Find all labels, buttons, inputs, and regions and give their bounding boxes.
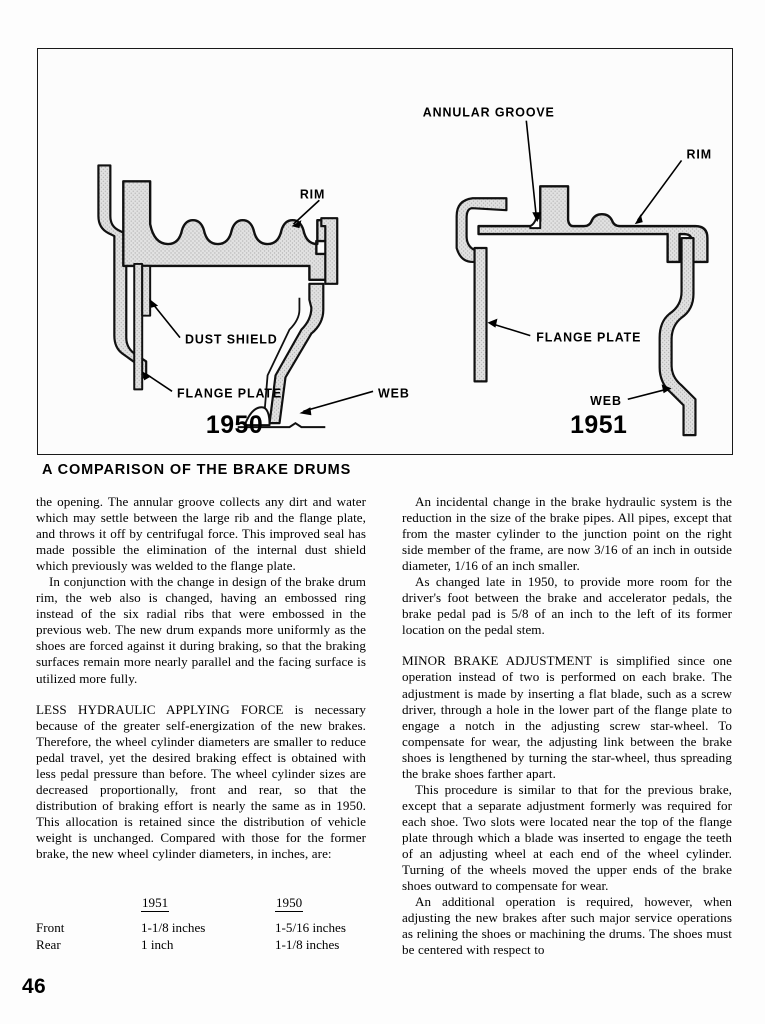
paragraph: As changed late in 1950, to provide more room for the driver's foot between the brake and accelerator pedals, the brake pedal pad is 5/8 of an inch to the left of its former location on the pedal stem.	[402, 574, 732, 638]
arrowhead-1950-web	[299, 407, 311, 415]
leader-1951-flange-plate	[491, 324, 530, 336]
shape-1951-annular-groove	[530, 218, 540, 228]
diagram-1951	[423, 106, 712, 439]
table-cell-1951: 1 inch	[141, 937, 174, 952]
paragraph: This procedure is similar to that for the previous brake, except that a separate adjustment formerly was required for each shoe. Two slots were located near the top of the flange plate through which a blade was inserted to engage the teeth of an adjusting wheel at each end of the wheel cylinder. Turning of the wheels moved the upper ends of the brake shoes outward to compensate for wear.	[402, 781, 732, 894]
table-header-blank	[36, 894, 141, 919]
label-1950-rim: RIM	[299, 187, 326, 202]
leader-1951-web	[628, 389, 667, 399]
shape-1951-web	[660, 238, 696, 435]
arrowhead-1951-flange-plate	[487, 319, 497, 328]
figure-brake-drum-comparison	[37, 48, 733, 455]
leader-1951-annular-groove	[526, 121, 536, 217]
label-1951-annular-groove: ANNULAR GROOVE	[422, 105, 555, 120]
paragraph: In conjunction with the change in design of the brake drum rim, the web also is changed, having an embossed ring instead of the six radial ribs that were embossed in the previous web. The new drum expands more uniformly as the shoes are forced against it during braking, so that the braking surfaces remain more nearly parallel and the facing surface is utilized more fully.	[36, 574, 366, 686]
paragraph: An incidental change in the brake hydraulic system is the reduction in the size of the brake pipes. All pipes, except that from the master cylinder to the junction point on the right side member of the frame, are now 3/16 of an inch in outside diameter, 1/16 of an inch smaller.	[402, 494, 732, 574]
body-text	[36, 494, 736, 974]
paragraph: MINOR BRAKE ADJUSTMENT is simplified since one operation instead of two is performed on each brake. The adjustment is made by inserting a flat blade, such as a screw driver, through a hole in the lower part of the flange plate to engage a notch in the adjusting screw star-wheel. To compensate for wear, the adjusting link between the brake shoes is lengthened by turning the star-wheel, thus spreading the brake shoes farther apart.	[402, 653, 732, 781]
table-cell-1951: 1-1/8 inches	[141, 920, 206, 935]
column-right	[402, 494, 732, 958]
table-header-1951: 1951	[142, 895, 169, 910]
table-header-1950: 1950	[276, 895, 303, 910]
paragraph: An additional operation is required, however, when adjusting the new brakes after such major service operations as relining the shoes or machining the drums. The shoes must be centered with respect to	[402, 894, 732, 958]
paragraph: the opening. The annular groove collects any dirt and water which may settle between the large rib and the flange plate, and throws it off by centrifugal force. This improved seal has made possible the elimination of the internal dust shield which previously was welded to the flange plate.	[36, 494, 366, 574]
column-left	[36, 494, 366, 952]
shape-1950-dust-shield	[142, 266, 150, 316]
label-1951-flange-plate: FLANGE PLATE	[536, 330, 642, 345]
leader-1950-dust-shield	[151, 302, 180, 338]
page-number: 46	[22, 975, 46, 998]
leader-1951-rim	[638, 160, 682, 220]
label-1950-web: WEB	[378, 386, 410, 401]
leader-1950-rim	[293, 200, 319, 224]
label-1951-web: WEB	[590, 394, 622, 409]
wheel-cylinder-diameter-table	[36, 894, 376, 953]
leader-1950-web	[303, 391, 373, 411]
diagram-1950	[98, 165, 409, 439]
paragraph: LESS HYDRAULIC APPLYING FORCE is necessary because of the greater self-energization of the new brakes. Therefore, the wheel cylinder diameters are smaller to reduce pedal travel, yet the desired braking effect is obtained with less pedal pressure than before. The wheel cylinder sizes are decreased proportionally, front and rear, so that the distribution of braking effort is nearly the same as in 1950. This allocation is retained since the distribution of vehicle weight is unchanged. Compared with those for the former brake, the new wheel cylinder diameters, in inches, are:	[36, 701, 366, 861]
table-row	[36, 919, 376, 936]
brake-drum-cross-sections	[38, 49, 732, 454]
shape-1950-flange-plate	[134, 264, 142, 389]
label-1950-flange-plate: FLANGE PLATE	[177, 386, 283, 401]
table-row	[36, 936, 376, 953]
label-1950-year: 1950	[205, 411, 264, 440]
label-1950-dust-shield: DUST SHIELD	[184, 332, 278, 347]
table-cell-1950: 1-1/8 inches	[275, 937, 340, 952]
table-cell-axle: Rear	[36, 937, 61, 952]
table-header-row	[36, 894, 376, 919]
shape-1951-drum-rim	[479, 186, 708, 262]
label-1951-rim: RIM	[686, 147, 712, 162]
table-cell-1950: 1-5/16 inches	[275, 920, 346, 935]
figure-caption: A COMPARISON OF THE BRAKE DRUMS	[42, 462, 352, 478]
table-cell-axle: Front	[36, 920, 65, 935]
shape-1951-flange-plate	[475, 248, 487, 381]
label-1951-year: 1951	[570, 411, 628, 440]
